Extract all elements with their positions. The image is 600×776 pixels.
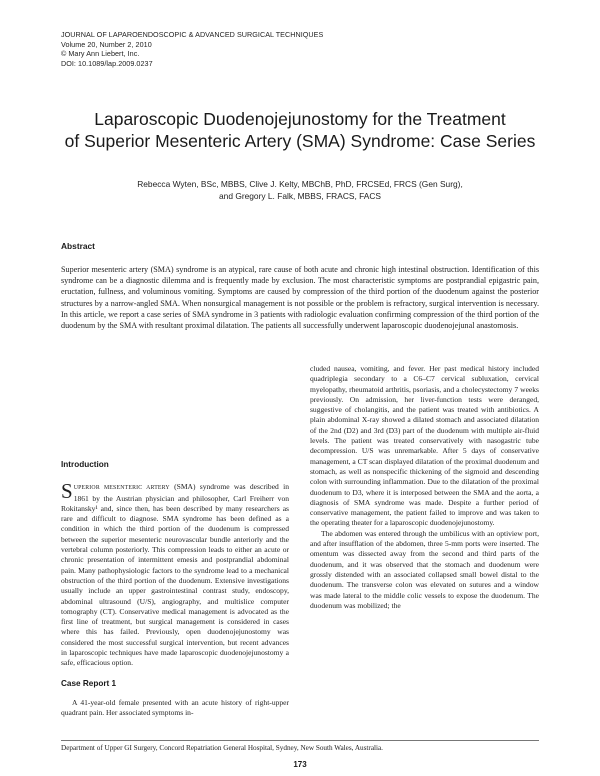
journal-doi: DOI: 10.1089/lap.2009.0237 — [61, 58, 153, 68]
article-title-line-1: Laparoscopic Duodenojejunostomy for the Treatment — [94, 109, 506, 129]
authors-line-2: and Gregory L. Falk, MBBS, FRACS, FACS — [219, 191, 381, 201]
intro-text: (SMA) syndrome was described in 1861 by the Austrian physician and philosopher, Carl Freiherr von Rokitansky¹ and, since then, has been described by many researchers as rare and difficult to diagnose. SMA syndrome has been defined as a condition in which the third portion of the duodenum is compressed between the superior mesenteric neurovascular bundle anteriorly and the vertebral column posteriorly. This compression leads to either an acute or chronic presentation of intermittent emesis and postprandial abdominal pain. Many pathophysiologic factors to the syndrome lead to a mechanical obstruction of the third portion of the duodenum. Extensive investigations usually include an upper gastrointestinal contrast study, endoscopy, abdominal ultrasound (U/S), angiography, and multislice computer tomography (CT). Conservative medical management is advocated as the first line of treatment, but surgical management is considered in cases where this has failed. Previously, open duodenojejunostomy was considered the most successful surgical intervention, but recent advances in laparoscopic techniques have made laparoscopic duodenojejunostomy a safe, efficacious option. — [61, 482, 289, 668]
author-affiliation: Department of Upper GI Surgery, Concord Repatriation General Hospital, Sydney, New South Wales, Australia. — [61, 744, 383, 752]
introduction-paragraph — [61, 479, 289, 668]
journal-name: JOURNAL OF LAPAROENDOSCOPIC & ADVANCED SURGICAL TECHNIQUES — [61, 30, 324, 39]
author-list — [60, 178, 540, 202]
journal-header — [61, 30, 323, 68]
case-report-paragraph-start: A 41-year-old female presented with an acute history of right-upper quadrant pain. Her associated symptoms in- — [61, 697, 289, 718]
footnote-divider — [61, 740, 539, 741]
article-title-line-2: of Superior Mesenteric Artery (SMA) Syndrome: Case Series — [64, 131, 536, 151]
case-report-paragraph-continued: cluded nausea, vomiting, and fever. Her past medical history included quadriplegia secondary to a C6–C7 cervical subluxation, cervical myelopathy, rheumatoid arthritis, psoriasis, and a cholecystectomy 7 weeks previously. On admission, her liver-function tests were deranged, suggestive of cholangitis, and the patient was treated with antibiotics. A plain abdominal X-ray showed a dilated stomach and associated dilatation of the 2nd (D2) and 3rd (D3) part of the duodenum with multiple air-fluid levels. The patient was treated conservatively with nasogastric tube decompression. U/S was unremarkable. After 5 days of conservative management, a CT scan displayed dilatation of the proximal duodenum and stomach, as well as nonspecific thickening of the sigmoid and descending colon with surrounding inflammation. Due to the dilatation of the proximal duodenum to D3, where it is interposed between the SMA and the aorta, a diagnosis of SMA syndrome was made. Despite a further period of conservative management, the patient failed to improve and was taken to the operating theater for a laparoscopic duodenojejunostomy. — [310, 364, 539, 528]
right-column — [310, 364, 539, 611]
introduction-heading: Introduction — [61, 460, 109, 469]
intro-small-caps: UPERIOR MESENTERIC ARTERY — [73, 485, 170, 492]
case-report-heading: Case Report 1 — [61, 678, 117, 688]
left-column — [61, 460, 289, 719]
abstract-heading: Abstract — [61, 241, 95, 251]
page-number: 173 — [293, 760, 307, 769]
journal-copyright: © Mary Ann Liebert, Inc. — [61, 49, 140, 59]
case-report-paragraph-2: The abdomen was entered through the umbilicus with an optiview port, and after insufflation of the abdomen, three 5-mm ports were inserted. The omentum was dissected away from the second and third parts of the duodenum, and it was observed that the stomach and duodenum were grossly distended with an associated collapsed small bowel distal to the duodenum. The transverse colon was elevated on sutures and a window was made lateral to the middle colic vessels to expose the duodenum. The duodenum was mobilized; the — [310, 528, 539, 610]
abstract-text: Superior mesenteric artery (SMA) syndrome is an atypical, rare cause of both acute and chronic high intestinal obstruction. Identification of this syndrome can be a diagnostic dilemma and is frequently made by exclusion. The most characteristic symptoms are postprandial epigastric pain, eructation, fullness, and voluminous vomiting. Symptoms are caused by compression of the third portion of the duodenum against the posterior structures by a narrow-angled SMA. When nonsurgical management is not possible or the problem is refractory, surgical intervention is necessary. In this article, we report a case series of SMA syndrome in 3 patients with radiologic evaluation confirming compression of the third portion of the duodenum by the SMA with resultant proximal dilatation. The patients all successfully underwent laparoscopic duodenojejunal anastomosis. — [61, 265, 539, 331]
authors-line-1: Rebecca Wyten, BSc, MBBS, Clive J. Kelty, MBChB, PhD, FRCSEd, FRCS (Gen Surg), — [137, 179, 463, 189]
drop-cap: S — [61, 479, 73, 504]
article-title — [40, 108, 560, 152]
journal-volume: Volume 20, Number 2, 2010 — [61, 39, 152, 49]
